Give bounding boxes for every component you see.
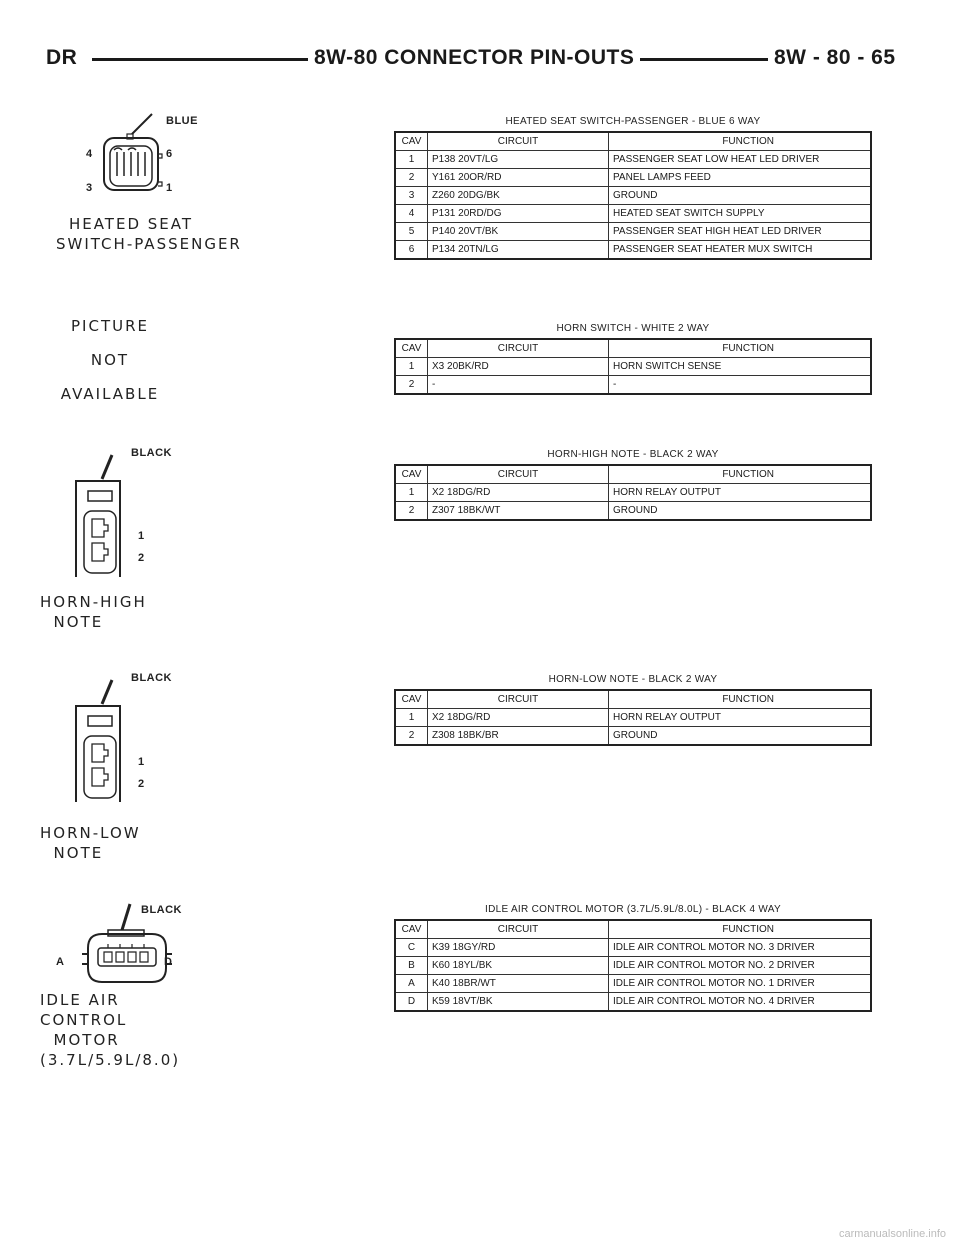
cell-circuit: P140 20VT/BK	[428, 223, 609, 241]
connector-horn-switch-placeholder: PICTURE NOT AVAILABLE	[60, 317, 160, 403]
pinout-table-heated-seat	[394, 131, 872, 260]
table-title: HORN-HIGH NOTE - BLACK 2 WAY	[547, 449, 719, 460]
watermark: carmanualsonline.info	[838, 1228, 946, 1240]
table-row	[395, 205, 871, 223]
cell-function: PASSENGER SEAT HEATER MUX SWITCH	[609, 241, 872, 260]
cell-cav: 2	[395, 727, 428, 746]
cell-circuit: K60 18YL/BK	[428, 957, 609, 975]
cell-circuit: P138 20VT/LG	[428, 151, 609, 169]
cell-circuit: -	[428, 376, 609, 395]
cell-function: GROUND	[609, 727, 872, 746]
cell-circuit: X3 20BK/RD	[428, 358, 609, 376]
connector-idle-air-label: IDLE AIR CONTROL MOTOR (3.7L/5.9L/8.0)	[40, 991, 181, 1069]
cell-function: HEATED SEAT SWITCH SUPPLY	[609, 205, 872, 223]
col-cav: CAV	[395, 465, 428, 484]
cell-cav: B	[395, 957, 428, 975]
connector-horn-high-label: HORN-HIGH NOTE	[40, 593, 147, 631]
cell-cav: 6	[395, 241, 428, 260]
connector-heated-seat-color: BLUE	[166, 115, 198, 127]
cell-function: PANEL LAMPS FEED	[609, 169, 872, 187]
cell-function: HORN RELAY OUTPUT	[609, 484, 872, 502]
pin-label: 6	[166, 148, 173, 160]
cell-function: IDLE AIR CONTROL MOTOR NO. 3 DRIVER	[609, 939, 872, 957]
table-row	[395, 484, 871, 502]
connector-horn-low-label: HORN-LOW NOTE	[40, 824, 141, 862]
cell-circuit: Z308 18BK/BR	[428, 727, 609, 746]
cell-circuit: X2 18DG/RD	[428, 484, 609, 502]
table-row	[395, 223, 871, 241]
connector-horn-low-color: BLACK	[131, 672, 172, 684]
col-cav: CAV	[395, 132, 428, 151]
col-cav: CAV	[395, 690, 428, 709]
cell-circuit: K40 18BR/WT	[428, 975, 609, 993]
table-header-row	[395, 920, 871, 939]
cell-circuit: P134 20TN/LG	[428, 241, 609, 260]
col-cav: CAV	[395, 920, 428, 939]
cell-cav: 2	[395, 376, 428, 395]
cell-cav: 3	[395, 187, 428, 205]
table-row	[395, 709, 871, 727]
cell-function: IDLE AIR CONTROL MOTOR NO. 4 DRIVER	[609, 993, 872, 1012]
header-title: 8W-80 CONNECTOR PIN-OUTS	[308, 46, 640, 70]
header-section-code: DR	[46, 46, 78, 69]
cell-function: HORN SWITCH SENSE	[609, 358, 872, 376]
pin-label: 3	[86, 182, 93, 194]
pin-label: 2	[138, 778, 145, 790]
col-circuit: CIRCUIT	[428, 465, 609, 484]
cell-cav: 1	[395, 484, 428, 502]
pin-label: 2	[138, 552, 145, 564]
col-cav: CAV	[395, 339, 428, 358]
table-title: HORN-LOW NOTE - BLACK 2 WAY	[548, 674, 718, 685]
pin-label: D	[164, 956, 172, 968]
table-header-row	[395, 465, 871, 484]
table-row	[395, 187, 871, 205]
col-function: FUNCTION	[609, 339, 872, 358]
table-header-row	[395, 132, 871, 151]
pinout-table-idle-air	[394, 919, 872, 1012]
cell-circuit: P131 20RD/DG	[428, 205, 609, 223]
pinout-table-horn-switch	[394, 338, 872, 395]
table-header-row	[395, 339, 871, 358]
col-function: FUNCTION	[609, 132, 872, 151]
col-circuit: CIRCUIT	[428, 920, 609, 939]
col-function: FUNCTION	[609, 465, 872, 484]
cell-circuit: Z307 18BK/WT	[428, 502, 609, 521]
cell-cav: C	[395, 939, 428, 957]
cell-circuit: Y161 20OR/RD	[428, 169, 609, 187]
cell-function: GROUND	[609, 187, 872, 205]
pin-label: 1	[138, 530, 145, 542]
col-circuit: CIRCUIT	[428, 339, 609, 358]
pinout-table-horn-low	[394, 689, 872, 746]
cell-cav: 4	[395, 205, 428, 223]
table-row	[395, 376, 871, 395]
cell-function: IDLE AIR CONTROL MOTOR NO. 2 DRIVER	[609, 957, 872, 975]
connector-horn-high-color: BLACK	[131, 447, 172, 459]
pin-label: 1	[166, 182, 173, 194]
pin-label: 4	[86, 148, 93, 160]
cell-circuit: X2 18DG/RD	[428, 709, 609, 727]
table-row	[395, 975, 871, 993]
table-row	[395, 169, 871, 187]
cell-cav: 1	[395, 358, 428, 376]
table-title: HORN SWITCH - WHITE 2 WAY	[556, 323, 710, 334]
table-row	[395, 502, 871, 521]
connector-heated-seat-label: HEATED SEAT SWITCH-PASSENGER	[56, 215, 242, 253]
cell-cav: A	[395, 975, 428, 993]
table-row	[395, 957, 871, 975]
cell-cav: 5	[395, 223, 428, 241]
table-header-row	[395, 690, 871, 709]
connector-horn-high-drawing	[72, 445, 172, 585]
pinout-table-horn-high	[394, 464, 872, 521]
col-circuit: CIRCUIT	[428, 132, 609, 151]
cell-circuit: K59 18VT/BK	[428, 993, 609, 1012]
cell-function: IDLE AIR CONTROL MOTOR NO. 1 DRIVER	[609, 975, 872, 993]
cell-cav: 2	[395, 502, 428, 521]
col-function: FUNCTION	[609, 690, 872, 709]
cell-function: PASSENGER SEAT LOW HEAT LED DRIVER	[609, 151, 872, 169]
table-row	[395, 358, 871, 376]
cell-function: -	[609, 376, 872, 395]
connector-horn-low-drawing	[72, 670, 172, 810]
cell-function: GROUND	[609, 502, 872, 521]
pin-label: A	[56, 956, 64, 968]
cell-cav: 1	[395, 709, 428, 727]
cell-function: PASSENGER SEAT HIGH HEAT LED DRIVER	[609, 223, 872, 241]
table-row	[395, 241, 871, 260]
header-page-number: 8W - 80 - 65	[768, 46, 896, 70]
connector-idle-air-color: BLACK	[141, 904, 182, 916]
table-row	[395, 939, 871, 957]
cell-function: HORN RELAY OUTPUT	[609, 709, 872, 727]
col-circuit: CIRCUIT	[428, 690, 609, 709]
pin-label: 1	[138, 756, 145, 768]
table-row	[395, 993, 871, 1012]
page-header	[46, 44, 896, 74]
cell-circuit: Z260 20DG/BK	[428, 187, 609, 205]
table-title: IDLE AIR CONTROL MOTOR (3.7L/5.9L/8.0L) - BLACK 4 WAY	[485, 904, 781, 915]
table-row	[395, 151, 871, 169]
cell-cav: 1	[395, 151, 428, 169]
cell-cav: D	[395, 993, 428, 1012]
table-title: HEATED SEAT SWITCH-PASSENGER - BLUE 6 WAY	[505, 116, 761, 127]
col-function: FUNCTION	[609, 920, 872, 939]
cell-circuit: K39 18GY/RD	[428, 939, 609, 957]
cell-cav: 2	[395, 169, 428, 187]
table-row	[395, 727, 871, 746]
